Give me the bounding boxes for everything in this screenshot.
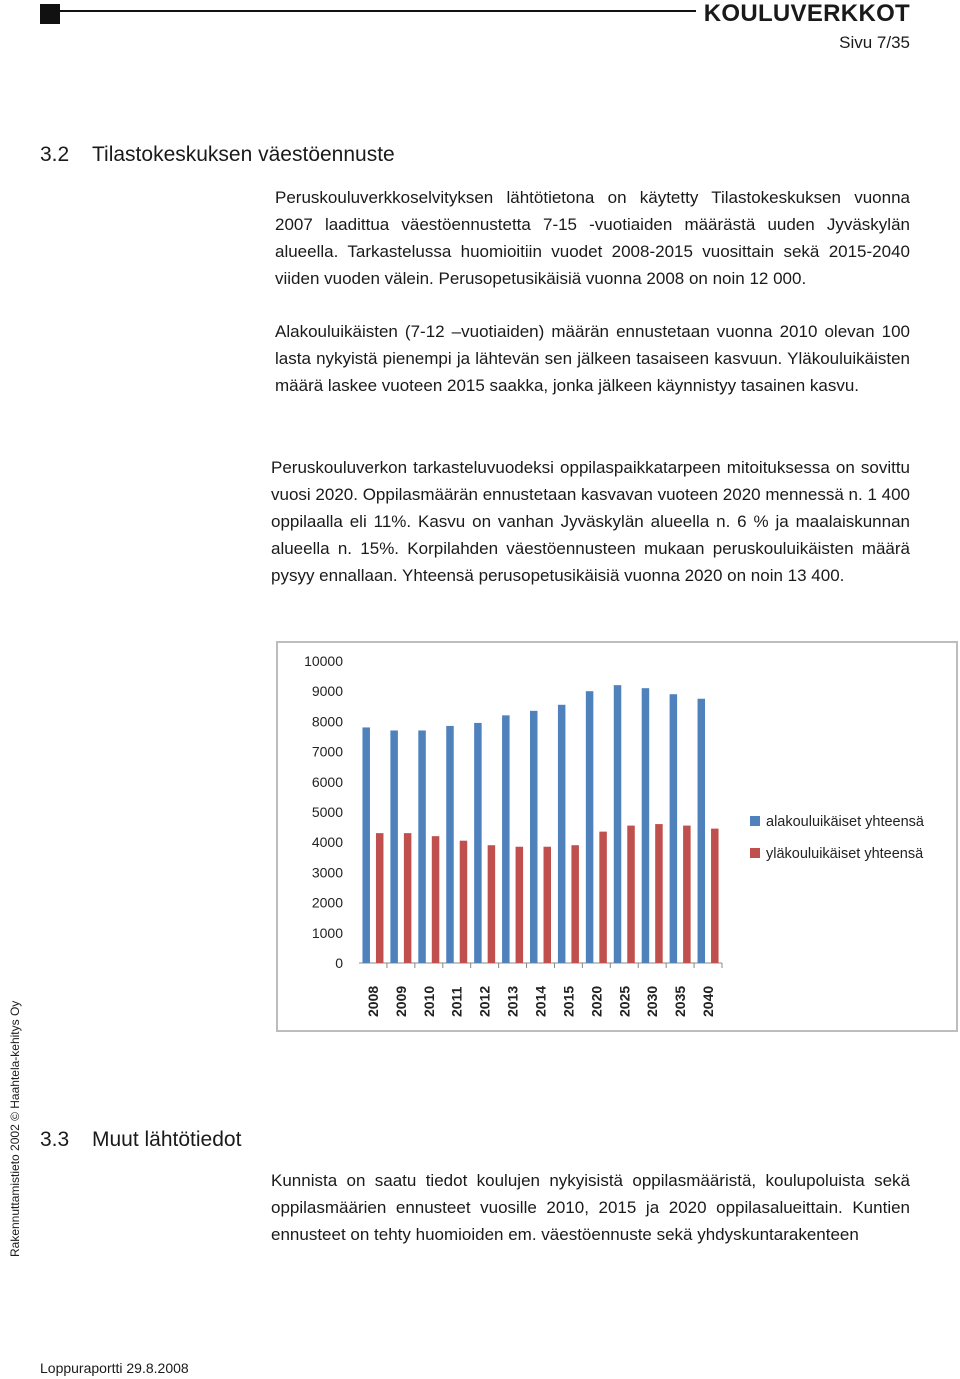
bar-alakoulu — [502, 715, 510, 963]
bar-alakoulu — [390, 730, 398, 963]
chart-svg — [278, 643, 956, 1030]
bar-ylakoulu — [571, 845, 579, 963]
bar-alakoulu — [446, 726, 454, 963]
section-number: 3.3 — [40, 1128, 70, 1151]
legend-swatch — [750, 848, 760, 858]
page-number: Sivu 7/35 — [839, 33, 910, 52]
section-title: Tilastokeskuksen väestöennuste — [92, 143, 395, 166]
paragraph-3: Peruskouluverkon tarkasteluvuodeksi oppilaspaikkatarpeen mitoituksessa on sovittu vuosi 2020. Oppilasmäärän ennustetaan kasvavan vuoteen 2020 mennessä n. 1 400 oppilaalla eli 11%. Kasvu on vanhan Jyväskylän alueella n. 6 % ja maalaiskunnan alueella n. 15%. Korpilahden väestöennusteen mukaan peruskouluikäisten määrä pysyy ennallaan. Yhteensä perusopetusikäisiä vuonna 2020 on noin 13 400. — [271, 458, 910, 585]
bar-ylakoulu — [711, 829, 719, 963]
y-tick-label: 5000 — [311, 804, 343, 820]
paragraph-1: Peruskouluverkkoselvityksen lähtötietona on käytetty Tilastokeskuksen vuonna 2007 laadittua väestöennustetta 7-15 -vuotiaiden määrästä uuden Jyväskylän alueella. Tarkastelussa huomioitiin vuodet 2008-2015 vuosittain sekä 2015-2040 viiden vuoden välein. Perusopetusikäisiä vuonna 2008 on noin 12 000. — [275, 188, 910, 288]
y-tick-label: 1000 — [311, 924, 343, 941]
legend-label: alakouluikäiset yhteensä — [766, 814, 924, 830]
x-tick-label: 2035 — [672, 985, 689, 1017]
y-tick-label: 2000 — [311, 894, 343, 911]
x-tick-label: 2009 — [392, 985, 409, 1017]
section-heading-3-2 — [40, 143, 395, 167]
bar-ylakoulu — [376, 833, 384, 963]
bar-ylakoulu — [683, 826, 691, 963]
y-tick-label: 0 — [335, 955, 343, 971]
x-tick-label: 2013 — [504, 985, 521, 1017]
bar-ylakoulu — [516, 847, 524, 963]
legend-swatch — [750, 816, 760, 826]
bar-ylakoulu — [460, 841, 468, 963]
bar-alakoulu — [362, 727, 370, 963]
x-tick-label: 2015 — [560, 985, 577, 1017]
bar-alakoulu — [670, 694, 678, 963]
x-tick-label: 2008 — [364, 985, 381, 1017]
bar-ylakoulu — [599, 832, 607, 963]
bar-alakoulu — [586, 691, 594, 963]
x-tick-label: 2014 — [532, 985, 549, 1017]
bar-alakoulu — [418, 730, 426, 963]
bar-alakoulu — [474, 723, 482, 963]
bar-alakoulu — [530, 711, 538, 963]
paragraph-4: Kunnista on saatu tiedot koulujen nykyisistä oppilasmääristä, koulupoluista sekä oppilasmäärien ennusteet vuosille 2010, 2015 ja 2020 oppilasalueittain. Kuntien ennusteet on tehty huomioiden em. väestöennuste sekä yhdyskuntarakenteen — [271, 1171, 910, 1244]
bar-ylakoulu — [488, 845, 496, 963]
y-tick-label: 10000 — [304, 653, 343, 669]
y-tick-label: 4000 — [311, 834, 343, 851]
x-tick-label: 2010 — [420, 985, 437, 1017]
header-square-mark — [40, 4, 60, 24]
bar-alakoulu — [614, 685, 622, 963]
y-tick-label: 9000 — [311, 683, 343, 700]
bar-ylakoulu — [627, 826, 635, 963]
x-tick-label: 2011 — [448, 986, 465, 1017]
x-tick-label: 2025 — [616, 985, 633, 1017]
x-tick-label: 2040 — [700, 985, 717, 1017]
document-title: KOULUVERKKOT — [703, 0, 910, 27]
bar-ylakoulu — [432, 836, 440, 963]
y-tick-label: 8000 — [311, 713, 343, 730]
y-tick-label: 7000 — [311, 743, 343, 760]
x-tick-label: 2030 — [644, 985, 661, 1017]
section-title: Muut lähtötiedot — [92, 1128, 242, 1151]
x-tick-label: 2012 — [476, 985, 493, 1017]
bar-alakoulu — [642, 688, 650, 963]
bar-ylakoulu — [655, 824, 663, 963]
header-rule — [60, 10, 696, 12]
bar-ylakoulu — [404, 833, 412, 963]
paragraph-2: Alakouluikäisten (7-12 –vuotiaiden) määrän ennustetaan vuonna 2010 olevan 100 lasta nykyistä pienempi ja lähtevän sen jälkeen tasaiseen kasvuun. Yläkouluikäisten määrä laskee vuoteen 2015 saakka, jonka jälkeen käynnistyy tasainen kasvu. — [275, 322, 910, 395]
bar-alakoulu — [698, 699, 706, 963]
y-tick-label: 3000 — [311, 864, 343, 881]
legend-label: yläkouluikäiset yhteensä — [766, 846, 924, 862]
bar-alakoulu — [558, 705, 566, 963]
section-number: 3.2 — [40, 143, 70, 166]
footer-text: Loppuraportti 29.8.2008 — [40, 1360, 189, 1376]
section-heading-3-3 — [40, 1128, 241, 1152]
bar-ylakoulu — [544, 847, 552, 963]
y-tick-label: 6000 — [311, 773, 343, 790]
population-forecast-chart — [276, 641, 958, 1032]
copyright-side-text: Rakennuttamistieto 2002 © Haahtela-kehitys Oy — [8, 1000, 22, 1257]
x-tick-label: 2020 — [588, 985, 605, 1017]
